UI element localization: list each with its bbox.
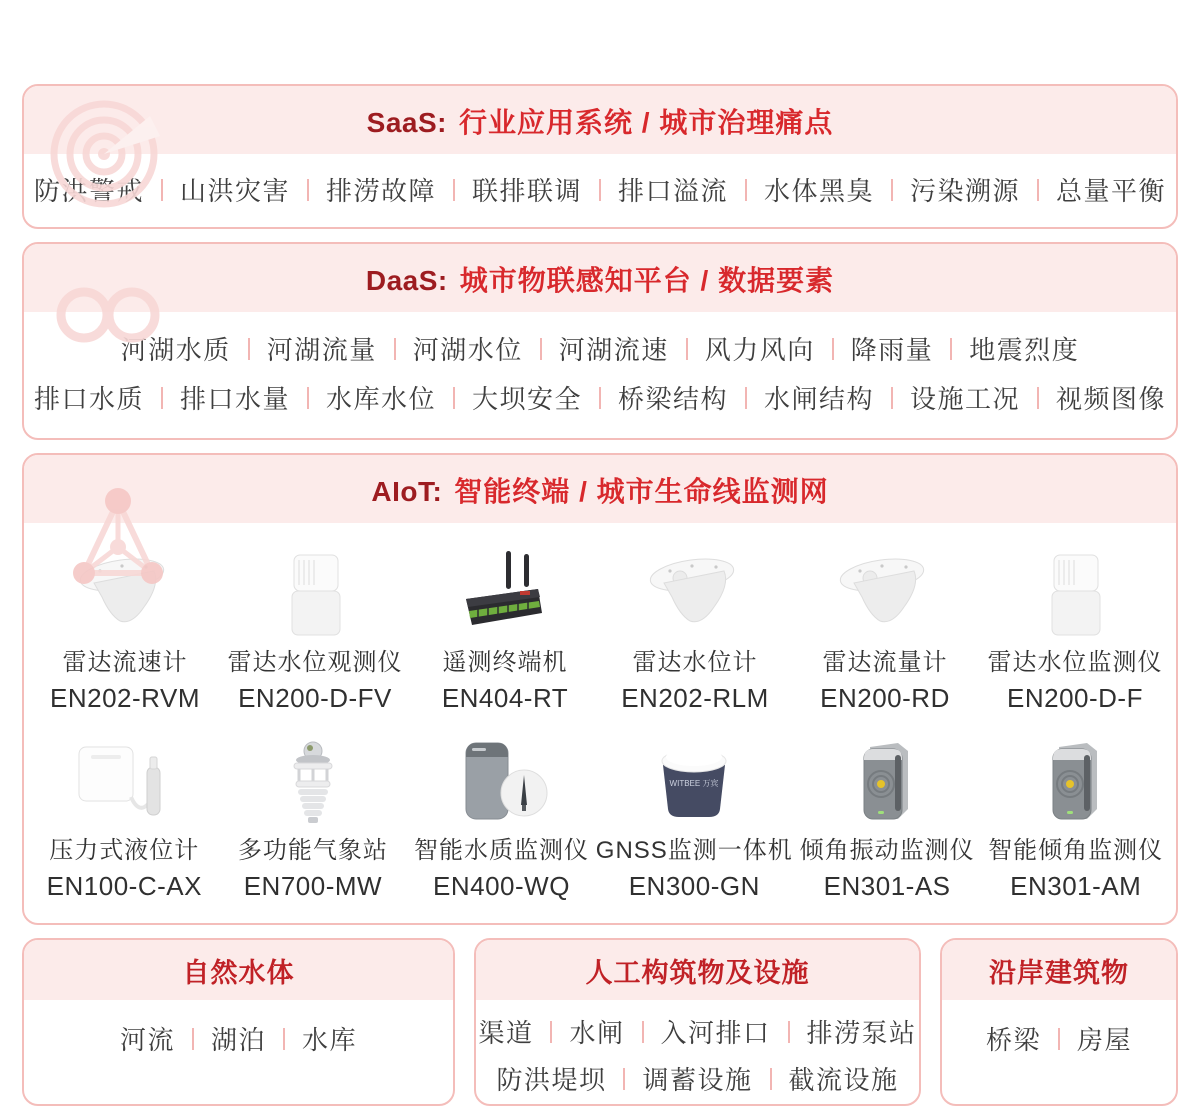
natural-water-box xyxy=(22,938,455,1106)
divider xyxy=(891,179,893,201)
man-made-facilities-box xyxy=(474,938,921,1106)
water-quality-monitor-image xyxy=(407,735,596,827)
daas-items-row-2 xyxy=(24,373,1176,422)
saas-item: 总量平衡 xyxy=(1056,176,1167,206)
divider xyxy=(161,387,163,409)
product-cell xyxy=(793,735,982,903)
aiot-product-row-2 xyxy=(24,729,1176,923)
aiot-panel xyxy=(22,453,1178,925)
weather-station-image xyxy=(219,735,408,827)
product-name: 智能倾角监测仪 xyxy=(988,837,1164,864)
product-name: 智能水质监测仪 xyxy=(413,837,589,864)
daas-title-prefix: DaaS: xyxy=(365,265,448,296)
product-model: EN200-RD xyxy=(820,683,950,713)
natural-water-title: 自然水体 xyxy=(182,958,295,988)
riverside-buildings-body xyxy=(942,1000,1176,1062)
daas-item: 设施工况 xyxy=(910,384,1021,414)
saas-item: 水体黑臭 xyxy=(764,176,875,206)
saas-title: 行业应用系统 / 城市治理痛点 xyxy=(458,107,834,138)
divider xyxy=(770,1068,772,1090)
product-cell xyxy=(407,735,596,903)
product-cell xyxy=(219,735,408,903)
natural-water-items-row xyxy=(24,1015,453,1062)
daas-item: 降雨量 xyxy=(850,335,934,365)
natural-water-body xyxy=(24,1000,453,1062)
daas-item: 视频图像 xyxy=(1056,384,1167,414)
natural-water-header-band xyxy=(24,940,453,1000)
product-model: EN100-C-AX xyxy=(46,871,202,901)
daas-body xyxy=(24,312,1176,438)
product-model: EN700-MW xyxy=(243,871,383,901)
aiot-title-prefix: AIoT: xyxy=(371,476,443,507)
divider xyxy=(1037,179,1039,201)
saas-title-prefix: SaaS: xyxy=(366,107,447,138)
man-made-facilities-body xyxy=(476,1000,919,1102)
daas-panel xyxy=(22,242,1178,440)
bottom-category-row xyxy=(22,938,1178,1106)
bottom-item: 房屋 xyxy=(1077,1025,1133,1055)
daas-item: 河湖流量 xyxy=(266,335,377,365)
radar-flow-meter-image xyxy=(790,547,980,639)
tilt-vibration-monitor-image xyxy=(793,735,982,827)
product-cell xyxy=(980,547,1170,715)
bottom-item: 防洪堤坝 xyxy=(496,1065,607,1095)
product-name: 雷达水位监测仪 xyxy=(987,649,1163,676)
divider xyxy=(550,1021,552,1043)
daas-item: 桥梁结构 xyxy=(618,384,729,414)
product-model: EN202-RLM xyxy=(621,683,769,713)
divider xyxy=(599,179,601,201)
bottom-item: 渠道 xyxy=(478,1018,534,1048)
divider xyxy=(686,338,688,360)
product-cell xyxy=(410,547,600,715)
svg-text:WITBEE 万宾: WITBEE 万宾 xyxy=(669,779,719,788)
divider xyxy=(453,387,455,409)
bottom-item: 调蓄设施 xyxy=(642,1065,753,1095)
divider xyxy=(161,179,163,201)
product-model: EN200-D-F xyxy=(1007,683,1143,713)
aiot-header-band xyxy=(24,455,1176,523)
riverside-buildings-box xyxy=(940,938,1178,1106)
daas-item: 水库水位 xyxy=(325,384,436,414)
product-cell xyxy=(596,735,793,903)
bottom-item: 河流 xyxy=(119,1025,175,1055)
product-name: 倾角振动监测仪 xyxy=(799,837,975,864)
product-model: EN400-WQ xyxy=(433,871,570,901)
product-name: 多功能气象站 xyxy=(237,837,388,864)
divider xyxy=(1037,387,1039,409)
product-name: 雷达流量计 xyxy=(822,649,948,676)
saas-item: 排涝故障 xyxy=(325,176,436,206)
man-made-items-row-1 xyxy=(476,1008,919,1055)
saas-item: 污染溯源 xyxy=(910,176,1021,206)
product-name: 雷达流速计 xyxy=(62,649,188,676)
saas-body xyxy=(24,154,1176,227)
divider xyxy=(788,1021,790,1043)
divider xyxy=(950,338,952,360)
divider xyxy=(745,179,747,201)
daas-item: 河湖水位 xyxy=(412,335,523,365)
radar-level-observer-image xyxy=(220,547,410,639)
daas-item: 排口水质 xyxy=(33,384,144,414)
man-made-facilities-header-band xyxy=(476,940,919,1000)
product-cell xyxy=(600,547,790,715)
product-name: 雷达水位计 xyxy=(632,649,758,676)
divider xyxy=(307,387,309,409)
divider xyxy=(1058,1028,1060,1050)
aiot-title: 智能终端 / 城市生命线监测网 xyxy=(454,476,829,507)
daas-item: 风力风向 xyxy=(704,335,815,365)
daas-item: 水闸结构 xyxy=(764,384,875,414)
product-name: 压力式液位计 xyxy=(49,837,200,864)
divider xyxy=(623,1068,625,1090)
divider xyxy=(453,179,455,201)
daas-items-row-1 xyxy=(24,324,1176,373)
product-model: EN300-GN xyxy=(628,871,760,901)
divider xyxy=(283,1028,285,1050)
divider xyxy=(599,387,601,409)
divider xyxy=(832,338,834,360)
bottom-item: 湖泊 xyxy=(210,1025,266,1055)
radar-level-monitor-image xyxy=(980,547,1170,639)
saas-panel xyxy=(22,84,1178,229)
product-name: GNSS监测一体机 xyxy=(595,837,793,864)
gnss-monitor-image xyxy=(596,735,793,827)
product-model: EN202-RVM xyxy=(50,683,200,713)
saas-item: 山洪灾害 xyxy=(179,176,290,206)
product-name: 遥测终端机 xyxy=(442,649,568,676)
saas-item: 防洪警戒 xyxy=(33,176,144,206)
bottom-item: 水库 xyxy=(302,1025,358,1055)
daas-item: 河湖水质 xyxy=(120,335,231,365)
daas-title: 城市物联感知平台 / 数据要素 xyxy=(459,265,835,296)
pressure-level-meter-image xyxy=(30,735,219,827)
telemetry-terminal-image xyxy=(410,547,600,639)
product-model: EN404-RT xyxy=(441,683,569,713)
divider xyxy=(891,387,893,409)
product-cell xyxy=(981,735,1170,903)
saas-item: 联排联调 xyxy=(471,176,582,206)
saas-header-band xyxy=(24,86,1176,154)
divider xyxy=(642,1021,644,1043)
radar-level-gauge-image xyxy=(600,547,790,639)
product-model: EN301-AM xyxy=(1010,871,1142,901)
riverside-buildings-title: 沿岸建筑物 xyxy=(989,958,1129,988)
divider xyxy=(307,179,309,201)
saas-item: 排口溢流 xyxy=(618,176,729,206)
divider xyxy=(745,387,747,409)
man-made-facilities-title: 人工构筑物及设施 xyxy=(585,958,810,988)
daas-header-band xyxy=(24,244,1176,312)
product-model: EN200-D-FV xyxy=(238,683,392,713)
product-model: EN301-AS xyxy=(823,871,951,901)
riverside-buildings-header-band xyxy=(942,940,1176,1000)
man-made-items-row-2 xyxy=(476,1055,919,1102)
bottom-item: 桥梁 xyxy=(985,1025,1041,1055)
daas-item: 大坝安全 xyxy=(471,384,582,414)
bottom-item: 截流设施 xyxy=(788,1065,899,1095)
divider xyxy=(540,338,542,360)
product-cell xyxy=(790,547,980,715)
product-cell xyxy=(30,735,219,903)
daas-item: 排口水量 xyxy=(179,384,290,414)
product-cell xyxy=(30,547,220,715)
divider xyxy=(248,338,250,360)
bottom-item: 排涝泵站 xyxy=(806,1018,917,1048)
product-name: 雷达水位观测仪 xyxy=(227,649,403,676)
aiot-product-row-1 xyxy=(24,523,1176,729)
product-cell xyxy=(220,547,410,715)
radar-velocity-meter-image xyxy=(30,547,220,639)
divider xyxy=(394,338,396,360)
bottom-item: 水闸 xyxy=(569,1018,625,1048)
smart-tilt-monitor-image xyxy=(981,735,1170,827)
daas-item: 地震烈度 xyxy=(969,335,1080,365)
divider xyxy=(192,1028,194,1050)
riverside-items-row xyxy=(942,1015,1176,1062)
saas-items-row xyxy=(24,171,1176,208)
bottom-item: 入河排口 xyxy=(660,1018,771,1048)
daas-item: 河湖流速 xyxy=(558,335,669,365)
